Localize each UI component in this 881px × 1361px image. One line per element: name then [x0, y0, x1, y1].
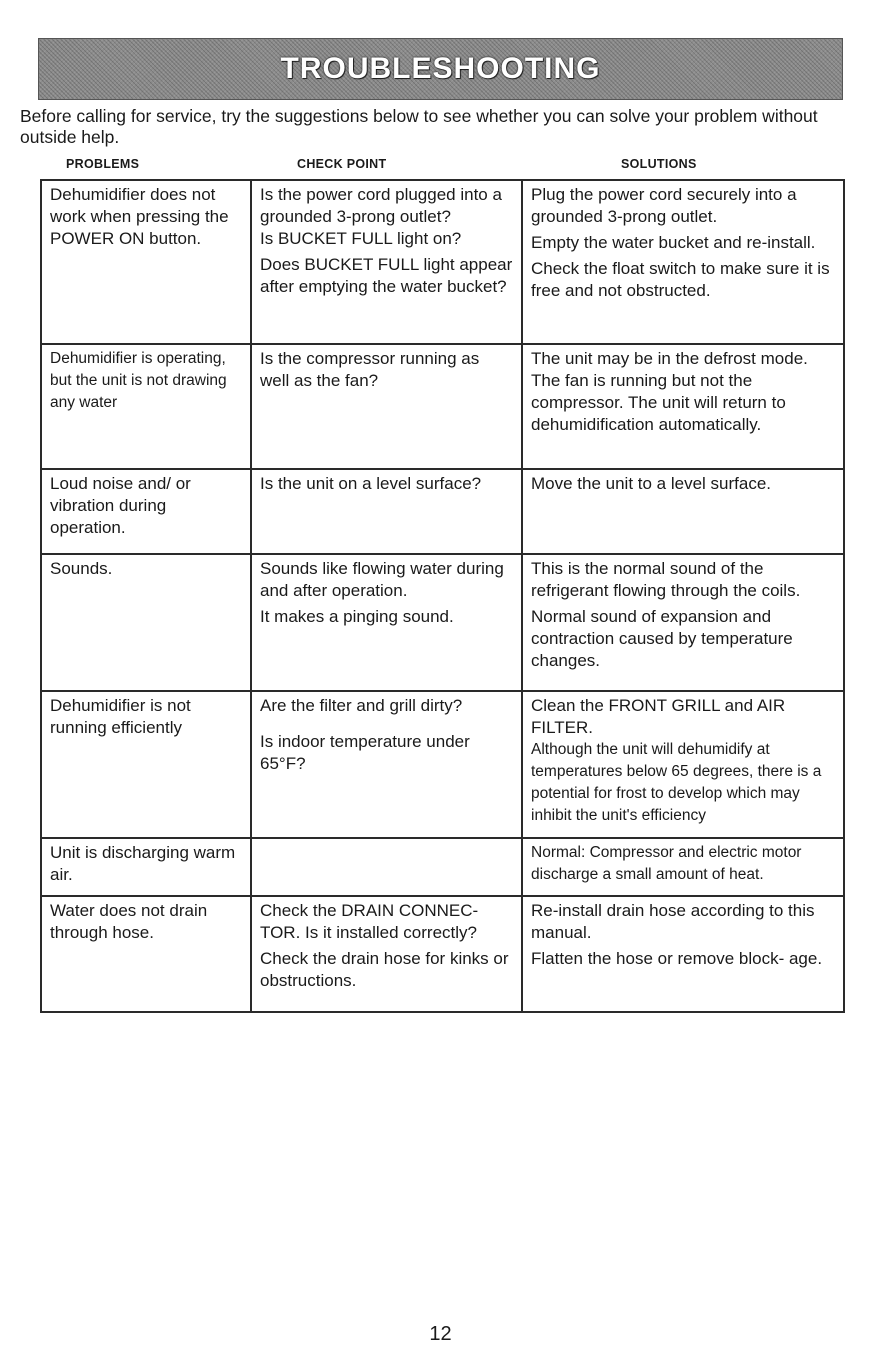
page-number: 12 — [429, 1323, 452, 1345]
check-text: Is BUCKET FULL light on? — [260, 229, 462, 248]
table-row — [40, 690, 845, 837]
solution-cell — [523, 470, 843, 553]
check-cell — [252, 692, 523, 837]
check-cell — [252, 181, 523, 343]
table-row — [40, 468, 845, 553]
solution-text: Empty the water bucket and re-install. — [531, 233, 816, 252]
solution-text: Normal: Compressor and electric motor discharge a small amount of heat. — [531, 844, 802, 883]
solution-text: This is the normal sound of the refrigerant flowing through the coils. — [531, 559, 801, 600]
solution-cell — [523, 181, 843, 343]
problem-cell: Unit is discharging warm air. — [42, 839, 252, 895]
check-cell — [252, 345, 523, 468]
problem-cell: Loud noise and/ or vibration during operation. — [42, 470, 252, 553]
solution-text: Check the float switch to make sure it is free and not obstructed. — [531, 259, 830, 300]
check-cell — [252, 839, 523, 895]
check-text: Is the power cord plugged into a grounded 3-prong outlet? — [260, 185, 502, 226]
problem-cell: Dehumidifier is not running efficiently — [42, 692, 252, 837]
table-row — [40, 837, 845, 895]
check-text: Are the filter and grill dirty? — [260, 696, 463, 715]
check-text: Check the drain hose for kinks or obstructions. — [260, 949, 509, 990]
check-text: Does BUCKET FULL light appear after emptying the water bucket? — [260, 255, 513, 296]
check-text: Is the unit on a level surface? — [260, 474, 482, 493]
check-cell — [252, 897, 523, 1011]
column-header-problems: PROBLEMS — [66, 157, 140, 171]
column-header-solutions: SOLUTIONS — [621, 157, 697, 171]
column-headers — [0, 157, 881, 177]
solution-text: Plug the power cord securely into a grounded 3-prong outlet. — [531, 185, 797, 226]
solution-text: The unit may be in the defrost mode. The fan is running but not the compressor. The unit will return to dehumidification automatically. — [531, 349, 808, 434]
troubleshooting-table — [40, 179, 845, 1013]
table-row — [40, 895, 845, 1013]
solution-cell — [523, 345, 843, 468]
problem-cell: Sounds. — [42, 555, 252, 690]
problem-cell: Dehumidifier does not work when pressing the POWER ON button. — [42, 181, 252, 343]
solution-cell — [523, 692, 843, 837]
problem-cell: Water does not drain through hose. — [42, 897, 252, 1011]
check-text: It makes a pinging sound. — [260, 607, 454, 626]
intro-text: Before calling for service, try the suggestions below to see whether you can solve your problem without outside help. — [20, 106, 818, 147]
check-cell — [252, 470, 523, 553]
check-text: Is indoor temperature under 65°F? — [260, 732, 470, 773]
problem-cell: Dehumidifier is operating, but the unit is not drawing any water — [42, 345, 252, 468]
table-row — [40, 553, 845, 690]
solution-cell — [523, 555, 843, 690]
check-text: Sounds like flowing water during and after operation. — [260, 559, 504, 600]
column-header-check-point: CHECK POINT — [297, 157, 387, 171]
solution-cell — [523, 839, 843, 895]
check-cell — [252, 555, 523, 690]
solution-text: Although the unit will dehumidify at temperatures below 65 degrees, there is a potential for frost to develop which may inhibit the unit's efficiency — [531, 741, 822, 824]
table-row — [40, 179, 845, 343]
solution-text: Clean the FRONT GRILL and AIR FILTER. — [531, 696, 786, 737]
troubleshooting-banner — [38, 38, 843, 100]
check-text: Check the DRAIN CONNEC- TOR. Is it installed correctly? — [260, 901, 479, 942]
solution-cell — [523, 897, 843, 1011]
solution-text: Re-install drain hose according to this manual. — [531, 901, 815, 942]
solution-text: Move the unit to a level surface. — [531, 474, 772, 493]
table-row — [40, 343, 845, 468]
solution-text: Flatten the hose or remove block- age. — [531, 949, 823, 968]
page-title: TROUBLESHOOTING — [280, 52, 601, 85]
solution-text: Normal sound of expansion and contraction caused by temperature changes. — [531, 607, 793, 670]
check-text: Is the compressor running as well as the fan? — [260, 349, 480, 390]
